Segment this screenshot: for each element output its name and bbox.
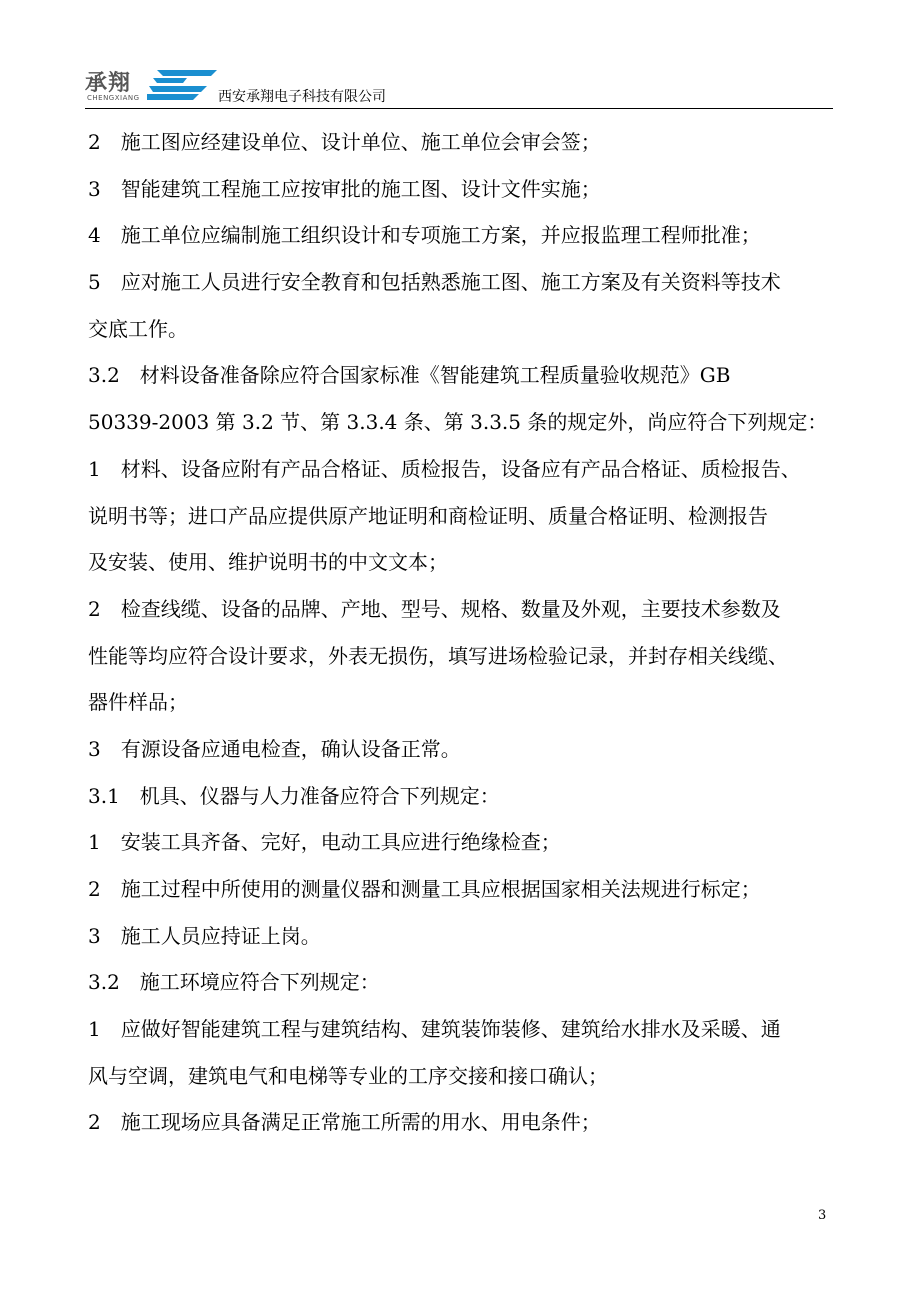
text-line: 器件样品； — [88, 690, 188, 715]
text-line: 2 施工过程中所使用的测量仪器和测量工具应根据国家相关法规进行标定； — [88, 877, 761, 901]
text-line: 性能等均应符合设计要求，外表无损伤，填写进场检验记录，并封存相关线缆、 — [88, 643, 788, 668]
text-line: 3 有源设备应通电检查，确认设备正常。 — [88, 736, 461, 761]
logo-text: 承翔 — [85, 71, 132, 96]
text-line: 风与空调，建筑电气和电梯等专业的工序交接和接口确认； — [88, 1063, 608, 1088]
page-number: 3 — [818, 1208, 827, 1223]
company-logo-icon — [147, 66, 219, 102]
text-line: 3.1 机具、仪器与人力准备应符合下列规定： — [88, 783, 500, 808]
text-line: 2 检查线缆、设备的品牌、产地、型号、规格、数量及外观，主要技术参数及 — [88, 596, 781, 621]
text-line: 1 应做好智能建筑工程与建筑结构、建筑装饰装修、建筑给水排水及采暖、通 — [88, 1017, 781, 1042]
text-line: 3.2 施工环境应符合下列规定： — [88, 970, 380, 995]
document-body — [88, 132, 833, 1159]
text-line: 3 智能建筑工程施工应按审批的施工图、设计文件实施； — [88, 176, 601, 201]
text-line: 1 材料、设备应附有产品合格证、质检报告，设备应有产品合格证、质检报告、 — [88, 456, 801, 481]
text-line: 2 施工现场应具备满足正常施工所需的用水、用电条件； — [88, 1110, 601, 1135]
text-line: 交底工作。 — [88, 316, 188, 341]
text-line: 4 施工单位应编制施工组织设计和专项施工方案，并应报监理工程师批准； — [88, 223, 761, 248]
text-line: 5 应对施工人员进行安全教育和包括熟悉施工图、施工方案及有关资料等技术 — [88, 270, 781, 295]
text-line: 3.2 材料设备准备除应符合国家标准《智能建筑工程质量验收规范》GB — [88, 363, 731, 388]
text-line: 3 施工人员应持证上岗。 — [88, 923, 321, 948]
page-header — [85, 60, 833, 108]
logo-subtext: CHENGXIANG — [87, 94, 140, 102]
company-name: 西安承翔电子科技有限公司 — [218, 89, 386, 105]
text-line: 1 安装工具齐备、完好，电动工具应进行绝缘检查； — [88, 830, 561, 855]
text-line: 2 施工图应经建设单位、设计单位、施工单位会审会签； — [88, 130, 601, 154]
text-line: 及安装、使用、维护说明书的中文文本； — [88, 550, 448, 575]
header-divider — [85, 108, 833, 109]
text-line: 50339-2003 第 3.2 节、第 3.3.4 条、第 3.3.5 条的规定外，尚应符合下列规定： — [88, 410, 828, 435]
text-line: 说明书等；进口产品应提供原产地证明和商检证明、质量合格证明、检测报告 — [88, 503, 768, 528]
